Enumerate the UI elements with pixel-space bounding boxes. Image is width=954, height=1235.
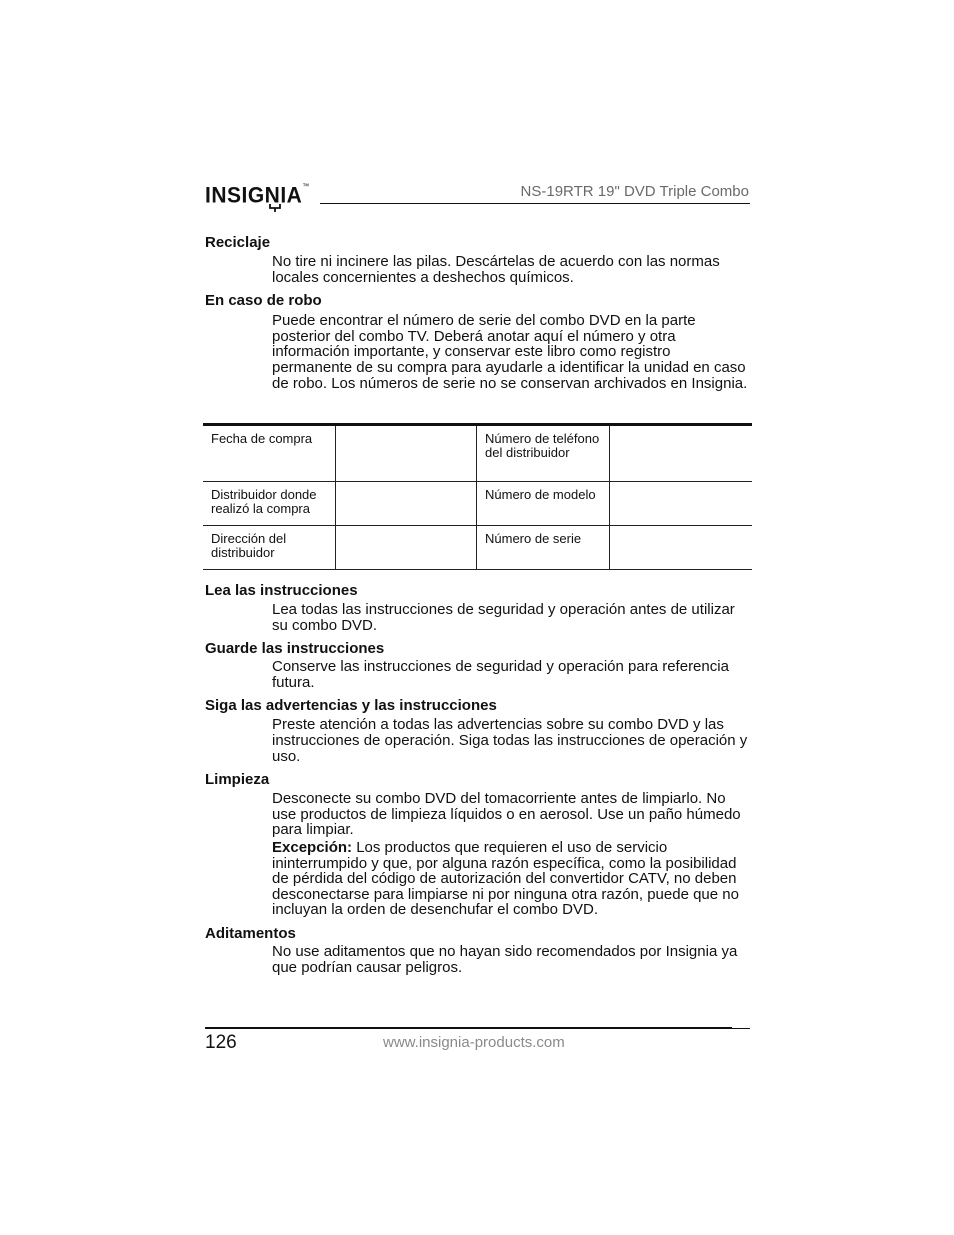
table-label: Número de modelo [477, 482, 610, 526]
section-heading: Siga las advertencias y las instrucciones [205, 697, 497, 715]
logo-fork-icon [268, 204, 282, 212]
section-body: Desconecte su combo DVD del tomacorriente antes de limpiarlo. No use productos de limpieza líquidos o en aerosol. Use un paño húmedo para limpiar. [272, 790, 741, 839]
exception-note [272, 840, 752, 918]
table-row [203, 526, 752, 570]
section-robo [205, 292, 752, 391]
trademark-symbol: ™ [302, 183, 310, 191]
section-body: Lea todas las instrucciones de seguridad y operación antes de utilizar su combo DVD. [272, 601, 735, 634]
section-siga-advertencias [205, 697, 752, 764]
header-divider [320, 203, 750, 204]
footer-divider [205, 1027, 732, 1029]
table-value-field [610, 482, 753, 526]
section-reciclaje [205, 234, 752, 285]
table-value-field [336, 526, 477, 570]
page-number: 126 [205, 1032, 237, 1053]
top-sections [205, 234, 752, 391]
footer-website-link[interactable]: www.insignia-products.com [383, 1034, 565, 1051]
purchase-info-table [203, 423, 752, 570]
section-body: Preste atención a todas las advertencias sobre su combo DVD y las instrucciones de operación. Siga todas las instrucciones de operación y uso. [272, 716, 748, 765]
section-heading: Reciclaje [205, 234, 271, 251]
section-heading: Aditamentos [205, 924, 296, 942]
section-body: No use aditamentos que no hayan sido recomendados por Insignia ya que podrían causar peligros. [272, 942, 738, 976]
section-body: Conserve las instrucciones de seguridad y operación para referencia futura. [272, 658, 729, 691]
table-label: Fecha de compra [203, 425, 336, 482]
section-body: No tire ni incinere las pilas. Descártelas de acuerdo con las normas locales concernientes a deshechos químicos. [272, 253, 720, 286]
section-body: Puede encontrar el número de serie del combo DVD en la parte posterior del combo TV. Deberá anotar aquí el número y otra información importante, y conservar este libro como registro permanente de su compra para ayudarle a identificar la unidad en caso de robo. Los números de serie no se conservan archivados en Insignia. [272, 312, 748, 392]
insignia-logo [205, 184, 317, 210]
exception-label: Excepción: [272, 838, 353, 856]
section-heading: En caso de robo [205, 292, 322, 310]
table-label: Dirección del distribuidor [203, 526, 336, 570]
section-guarde-instrucciones [205, 640, 752, 690]
table-row [203, 482, 752, 526]
table-label: Número de serie [477, 526, 610, 570]
exception-text: Los productos que requieren el uso de servicio ininterrumpido y que, por alguna razón específica, como la posibilidad de pérdida del código de autorización del convertidor CATV, no deben desconectarse para limpiarse ni por ninguna otra razón, puede que no incluyan la orden de desenchufar el combo DVD. [272, 838, 739, 919]
section-lea-instrucciones [205, 582, 752, 633]
table-row [203, 425, 752, 482]
table-value-field [336, 482, 477, 526]
table-value-field [610, 425, 753, 482]
brand-name: INSIGNIA [205, 183, 303, 208]
bottom-sections [205, 582, 752, 975]
table-label: Distribuidor donde realizó la compra [203, 482, 336, 526]
section-limpieza [205, 771, 752, 918]
section-heading: Limpieza [205, 771, 270, 789]
table-label: Número de teléfono del distribuidor [477, 425, 610, 482]
table-value-field [610, 526, 753, 570]
section-heading: Lea las instrucciones [205, 582, 358, 599]
table-value-field [336, 425, 477, 482]
document-title: NS-19RTR 19" DVD Triple Combo [520, 183, 749, 200]
section-heading: Guarde las instrucciones [205, 640, 385, 658]
footer-divider-end [732, 1028, 750, 1029]
section-aditamentos [205, 925, 752, 975]
